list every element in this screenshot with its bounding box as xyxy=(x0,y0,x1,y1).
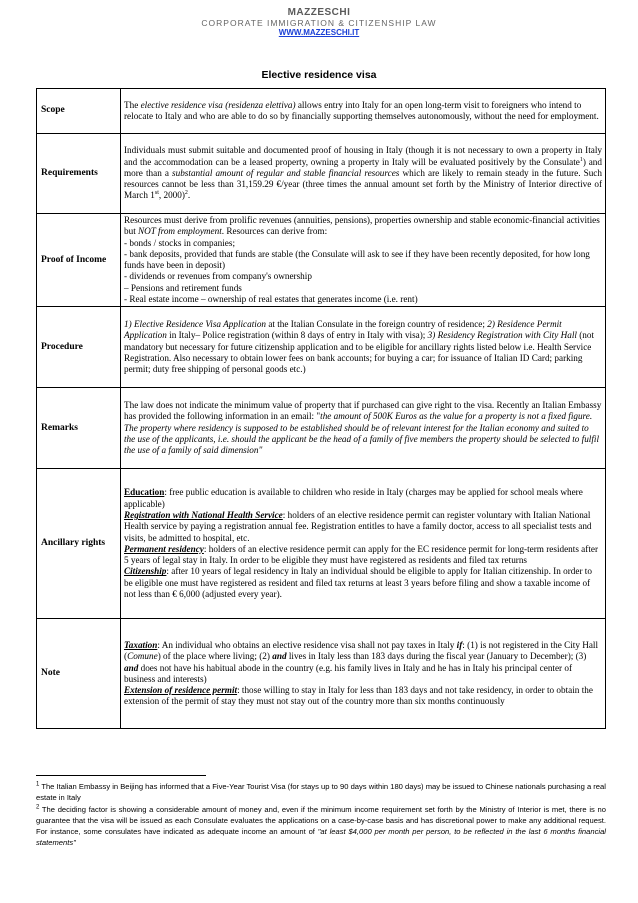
footnotes xyxy=(36,781,606,849)
table-row-requirements xyxy=(37,134,606,214)
row-label-ancillary-rights: Ancillary rights xyxy=(37,469,121,619)
row-content-procedure: 1) Elective Residence Visa Application at the Italian Consulate in the foreign country of residence; 2) Residence Permit Application in Italy– Police registration (within 8 days of entry in Italy with visa); 3) Residency Registration with City Hall (not mandatory but necessary for future citizenship application and to be eligible for ancillary rights listed below i.e. Health Service Registration. Also necessary to obtain lower fees on bank accounts; for buying a car; for issuance of Italian ID Card; parking permit; duty free shipping of personal goods etc.) xyxy=(121,307,606,388)
row-label-proof-of-income: Proof of Income xyxy=(37,214,121,307)
firm-name: MAZZESCHI xyxy=(287,7,351,18)
footnote-ref-2[interactable]: 2 xyxy=(184,190,188,197)
row-content-scope: The elective residence visa (residenza elettiva) allows entry into Italy for an open long-term visit to foreigners who intend to relocate to Italy and who are able to do so by financially supporting themselves autonomously, without the need for employment. xyxy=(121,89,606,134)
row-content-proof-of-income: Resources must derive from prolific revenues (annuities, pensions), properties ownership and stable economic-financial activities but NOT from employment. Resources can derive from: - bonds / stocks in companies; - bank deposits, provided that funds are stable (the Consulate will ask to see if they have been recently deposited, for how long funds have been in deposit) - dividends or revenues from company's ownership – Pensions and retirement funds - Real estate income – ownership of real estates that generates income (i.e. rent) xyxy=(121,214,606,307)
firm-website-link[interactable]: WWW.MAZZESCHI.IT xyxy=(278,28,360,37)
firm-tagline: CORPORATE IMMIGRATION & CITIZENSHIP LAW xyxy=(201,18,437,28)
visa-info-table xyxy=(36,88,606,729)
row-label-note: Note xyxy=(37,619,121,729)
table-row-ancillary-rights xyxy=(37,469,606,619)
row-content-ancillary-rights: Education: free public education is available to children who reside in Italy (charges may be applied for school meals where applicable) Registration with National Health Service: holders of an elective residence permit can register voluntary with Italian National Health service by paying a registration annual fee. Registration entitles to have a family doctor, access to all specialist tests and visits, be admitted to hospital, etc. Permanent residency: holders of an elective residence permit can apply for the EC residence permit for long-term residents after 5 years of legal stay in Italy. In order to be eligible they must have registered as residents and filed tax returns Citizenship: after 10 years of legal residency in Italy an individual should be eligible to apply for Italian citizenship. In order to be eligible one must have registered as resident and filed tax returns at least 3 years before filing and show a taxable income of not less than € 6,000 (adjusted every year). xyxy=(121,469,606,619)
table-row-proof-of-income xyxy=(37,214,606,307)
table-row-procedure xyxy=(37,307,606,388)
footnote-2: $^2$ The deciding factor is showing a considerable amount of money and, even if the minimum income requirement set forth by the Ministry of Interior is met, there is no guarantee that the visa will be issued as each Consulate evaluates the applications on a case-by-case basis and has discretional power to make any additional request. For instance, some consulates have indicated as adequate income an amount of "at least $4,000 per month per person, to be reflected in the last 6 months financial statements" xyxy=(36,804,606,848)
row-content-remarks: The law does not indicate the minimum value of property that if purchased can give right to the visa. Recently an Italian Embassy has provided the following information in an email: "the amount of 500K Euros as the value for a property is not a fixed figure. The property where residency is supposed to be established should be of relevant interest for the Italian economy and suited to the use of the applicants, i.e. should the applicant be the head of a family of five members the property should be selected to fulfil the use of a family of said dimension" xyxy=(121,388,606,469)
footnote-ref-1[interactable]: 1 xyxy=(579,156,583,163)
footnote-1: $^1$ The Italian Embassy in Beijing has informed that a Five-Year Tourist Visa (for stays up to 90 days within 180 days) may be issued to Chinese nationals purchasing a real estate in Italy xyxy=(36,781,606,803)
row-content-requirements: Individuals must submit suitable and documented proof of housing in Italy (though it is not necessary to own a property in Italy and the accommodation can be a leased property, owning a property in Italy will be evaluated positively by the Consulate$^1$) and more than a substantial amount of regular and stable financial resources which are likely to remain steady in the future. Such resources cannot be less than 31,159.29 €/year (three times the annual amount set forth by the Ministry of Interior directive of March 1st, 2000)$^2$. xyxy=(121,134,606,214)
table-row-scope xyxy=(37,89,606,134)
letterhead xyxy=(0,8,638,38)
row-label-requirements: Requirements xyxy=(37,134,121,214)
list-item: - bonds / stocks in companies; xyxy=(124,237,236,248)
footnote-divider xyxy=(36,775,206,776)
document-title: Elective residence visa xyxy=(261,69,377,81)
list-item: - Real estate income – ownership of real estates that generates income (i.e. rent) xyxy=(124,294,418,305)
list-item: – Pensions and retirement funds xyxy=(124,282,242,293)
row-label-remarks: Remarks xyxy=(37,388,121,469)
list-item: - bank deposits, provided that funds are stable (the Consulate will ask to see if they have been recently deposited, for how long funds have been in deposit) xyxy=(124,248,590,271)
table-row-remarks xyxy=(37,388,606,469)
row-label-procedure: Procedure xyxy=(37,307,121,388)
row-label-scope: Scope xyxy=(37,89,121,134)
row-content-note: Taxation: An individual who obtains an elective residence visa shall not pay taxes in Italy if: (1) is not registered in the City Hall (Comune) of the place where living; (2) and lives in Italy less than 183 days during the fiscal year (January to December); (3) and does not have his habitual abode in the country (e.g. his family lives in Italy and he has in Italy his principal center of business and interests) Extension of residence permit: those willing to stay in Italy for less than 183 days and not take residency, in order to obtain the extension of the permit of stay they must not stay out of the country more than six months continuously xyxy=(121,619,606,729)
table-row-note xyxy=(37,619,606,729)
list-item: - dividends or revenues from company's ownership xyxy=(124,271,312,282)
